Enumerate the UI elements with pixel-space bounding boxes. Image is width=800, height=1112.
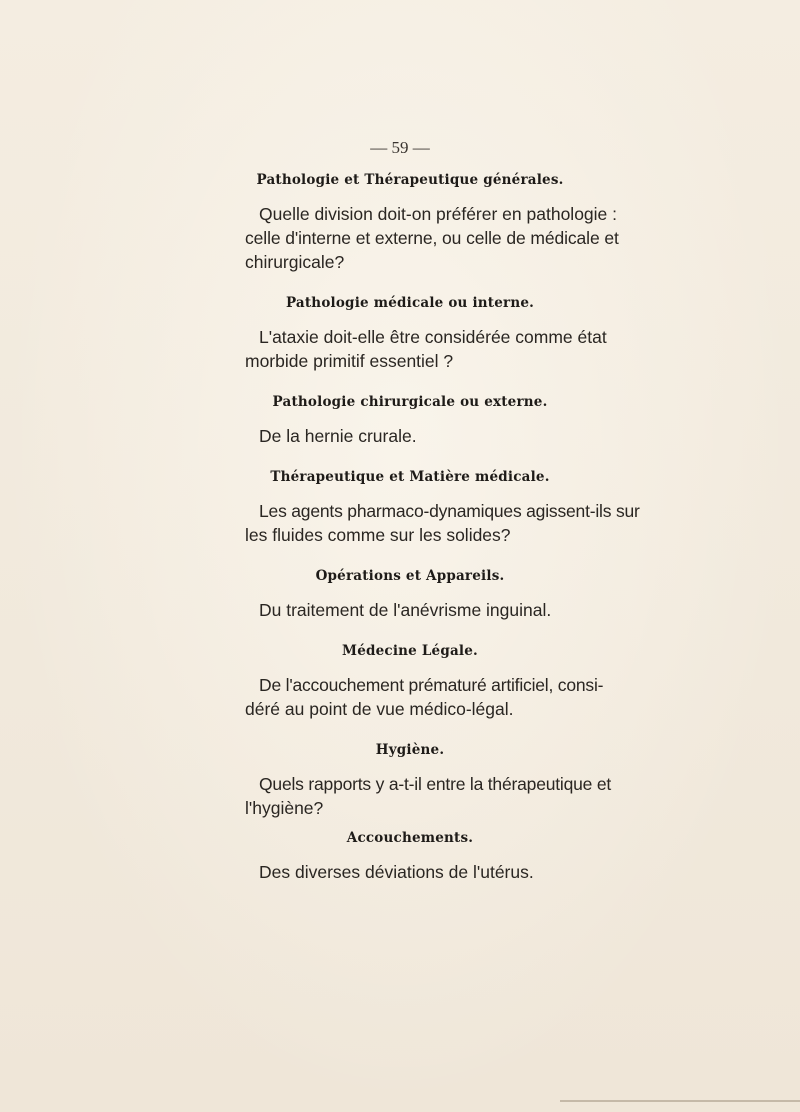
section-pathologie-chirurgicale	[255, 394, 565, 448]
section-heading: Hygiène.	[375, 742, 445, 758]
text-body	[245, 172, 640, 884]
paragraph-line: L'ataxie doit-elle être considérée comme état	[259, 327, 607, 347]
paragraph-line: De l'accouchement prématuré artificiel, consi-	[259, 675, 604, 695]
page-number: — 59 —	[370, 138, 430, 157]
section-heading: Pathologie et Thérapeutique générales.	[256, 172, 564, 188]
paragraph-line: Des diverses déviations de l'utérus.	[259, 862, 534, 882]
section-operations	[255, 568, 565, 622]
section-pathologie-medicale	[245, 295, 607, 373]
paragraph-line: l'hygiène?	[245, 798, 324, 818]
section-heading: Accouchements.	[346, 830, 474, 846]
section-heading: Opérations et Appareils.	[315, 568, 505, 584]
section-hygiene	[245, 742, 612, 820]
paragraph-line: Du traitement de l'anévrisme inguinal.	[259, 600, 552, 620]
paragraph-line: chirurgicale?	[245, 252, 345, 272]
paragraph-line: Quelle division doit-on préférer en pathologie :	[259, 204, 617, 224]
section-pathologie-generale	[245, 172, 619, 274]
section-accouchements	[255, 830, 565, 884]
section-heading: Médecine Légale.	[342, 643, 478, 659]
section-medecine-legale	[245, 643, 604, 721]
page-edge-shadow	[560, 1100, 800, 1102]
paragraph-line: Quels rapports y a-t-il entre la thérapeutique et	[259, 774, 612, 794]
paragraph-line: morbide primitif essentiel ?	[245, 351, 454, 371]
paragraph-line: Les agents pharmaco-dynamiques agissent-ils sur	[259, 501, 640, 521]
section-heading: Pathologie chirurgicale ou externe.	[272, 394, 548, 410]
paragraph-line: celle d'interne et externe, ou celle de médicale et	[245, 228, 619, 248]
section-heading: Pathologie médicale ou interne.	[285, 295, 535, 311]
paragraph-line: De la hernie crurale.	[259, 426, 417, 446]
paragraph-line: déré au point de vue médico-légal.	[245, 699, 514, 719]
section-heading: Thérapeutique et Matière médicale.	[270, 469, 550, 485]
paragraph-line: les fluides comme sur les solides?	[245, 525, 511, 545]
section-therapeutique	[245, 469, 640, 547]
